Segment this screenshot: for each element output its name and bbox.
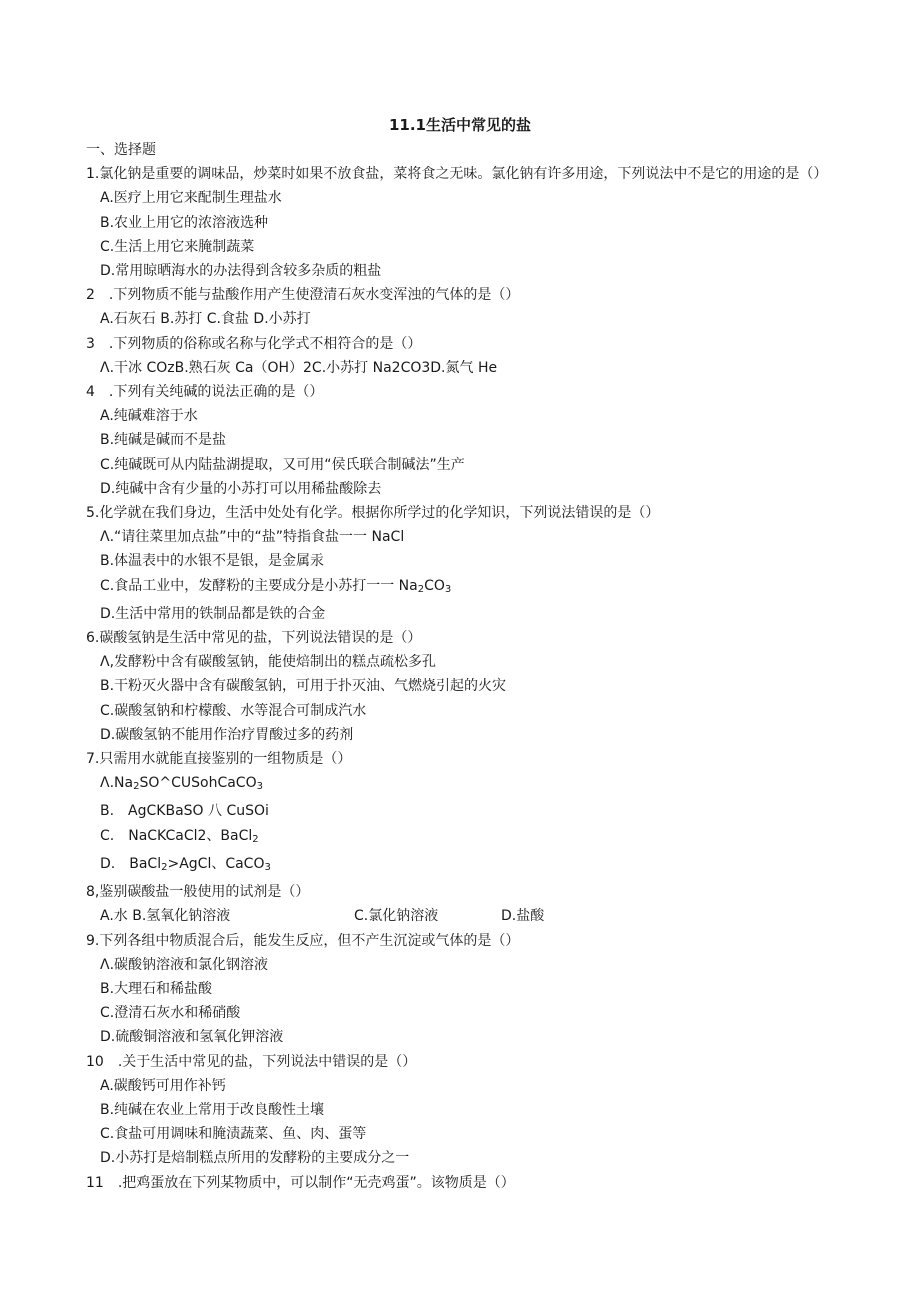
question-4-option-d: D.纯碱中含有少量的小苏打可以用稀盐酸除去: [100, 480, 382, 497]
question-9-option-a: Λ.碳酸钠溶液和氯化钢溶液: [100, 956, 269, 973]
question-1-option-b: B.农业上用它的浓溶液选种: [100, 214, 269, 231]
question-10-option-c: C.食盐可用调味和腌渍蔬菜、鱼、肉、蛋等: [100, 1126, 367, 1143]
subscript: 3: [444, 583, 452, 595]
question-5-option-b: B.体温表中的水银不是银，是金属汞: [100, 553, 325, 570]
document-title: 11.1生活中常见的盐: [388, 116, 531, 134]
subscript: 3: [256, 781, 263, 793]
formula-text: CO: [424, 577, 445, 594]
question-3-stem: 3 .下列物质的俗称或名称与化学式不相符合的是（）: [86, 335, 422, 352]
question-4-option-b: B.纯碱是碱而不是盐: [100, 432, 227, 449]
question-10-option-b: B.纯碱在农业上常用于改良酸性土壤: [100, 1101, 325, 1118]
question-7-option-c: [86, 824, 846, 852]
question-10-stem: 10 .关于生活中常见的盐，下列说法中错误的是（）: [86, 1053, 417, 1070]
question-8-stem: 8,鉴别碳酸盐一般使用的试剂是（）: [86, 884, 310, 901]
question-4-stem: 4 .下列有关纯碱的说法正确的是（）: [86, 384, 324, 401]
question-6-option-a: Λ,发酵粉中含有碳酸氢钠，能使焙制出的糕点疏松多孔: [100, 654, 437, 671]
question-9-option-d: D.硫酸铜溶液和氢氧化钾溶液: [100, 1029, 284, 1046]
question-5-option-c: [86, 574, 846, 602]
question-4-option-a: A.纯碱难溶于水: [100, 408, 198, 425]
question-5-option-d: D.生活中常用的铁制品都是铁的合金: [100, 605, 326, 622]
formula-text: C. NaCKCaCl2、BaCl: [100, 827, 253, 844]
question-6-option-c: C.碳酸氢钠和柠檬酸、水等混合可制成汽水: [100, 702, 367, 719]
question-8-option-ab: A.水 B.氢氧化钠溶液: [100, 908, 231, 925]
question-7-stem: 7.只需用水就能直接鉴别的一组物质是（）: [86, 751, 352, 768]
formula-text: SO^CUSohCaCO: [139, 775, 257, 792]
question-9-stem: 9.下列各组中物质混合后，能发生反应，但不产生沉淀或气体的是（）: [86, 932, 520, 949]
question-7-option-a: [86, 771, 846, 799]
question-9-option-c: C.澄清石灰水和稀硝酸: [100, 1005, 241, 1022]
question-2-stem: 2 .下列物质不能与盐酸作用产生使澄清石灰水变浑浊的气体的是（）: [86, 287, 520, 304]
question-9-option-b: B.大理石和稀盐酸: [100, 980, 213, 997]
question-5-option-c-text: C.食品工业中，发酵粉的主要成分是小苏打一一 Na: [100, 577, 418, 594]
formula-text: Λ.Na: [100, 775, 134, 792]
question-3-options: Λ.干冰 COzB.熟石灰 Ca（OH）2C.小苏打 Na2CO3D.氮气 He: [100, 359, 498, 376]
question-1-option-c: C.生活上用它来腌制蔬菜: [100, 238, 255, 255]
subscript: 2: [161, 861, 168, 873]
question-5-option-a: Λ.“请往菜里加点盐”中的“盐”特指食盐一一 NaCl: [100, 529, 405, 546]
question-1-stem: 1.氯化钠是重要的调味品，炒菜时如果不放食盐，菜将食之无味。氯化钠有许多用途，下列说法中不是它的用途的是（）: [86, 166, 828, 183]
formula-text: D. BaCl: [100, 855, 162, 872]
subscript: 2: [252, 833, 259, 845]
question-7-option-b: B. AgCKBaSO 八 CuSOi: [100, 803, 269, 820]
subscript: 3: [264, 861, 271, 873]
question-6-option-b: B.干粉灭火器中含有碳酸氢钠，可用于扑灭油、气燃烧引起的火灾: [100, 678, 507, 695]
question-6-stem: 6.碳酸氢钠是生活中常见的盐，下列说法错误的是（）: [86, 630, 422, 647]
subscript: 2: [417, 583, 425, 595]
question-2-options: A.石灰石 B.苏打 C.食盐 D.小苏打: [100, 311, 311, 328]
question-8-option-d: D.盐酸: [501, 908, 545, 925]
question-1-option-a: A.医疗上用它来配制生理盐水: [100, 190, 282, 207]
question-8-option-c: C.氯化钠溶液: [354, 908, 439, 925]
question-1-option-d: D.常用晾晒海水的办法得到含较多杂质的粗盐: [100, 263, 382, 280]
question-4-option-c: C.纯碱既可从内陆盐湖提取，又可用“侯氏联合制碱法”生产: [100, 456, 465, 473]
question-8-options: [86, 904, 846, 928]
formula-text: >AgCl、CaCO: [167, 855, 265, 872]
section-heading: 一、选择题: [86, 142, 156, 158]
subscript: 2: [133, 781, 140, 793]
question-10-option-d: D.小苏打是焙制糕点所用的发酵粉的主要成分之一: [100, 1150, 410, 1167]
question-7-option-d: [86, 852, 846, 880]
question-11-stem: 11 .把鸡蛋放在下列某物质中，可以制作“无壳鸡蛋”。该物质是（）: [86, 1174, 515, 1191]
question-10-option-a: A.碳酸钙可用作补钙: [100, 1077, 226, 1094]
document-body: [86, 138, 846, 1195]
question-6-option-d: D.碳酸氢钠不能用作治疗胃酸过多的药剂: [100, 726, 354, 743]
question-5-stem: 5.化学就在我们身边，生活中处处有化学。根据你所学过的化学知识，下列说法错误的是（）: [86, 505, 660, 522]
